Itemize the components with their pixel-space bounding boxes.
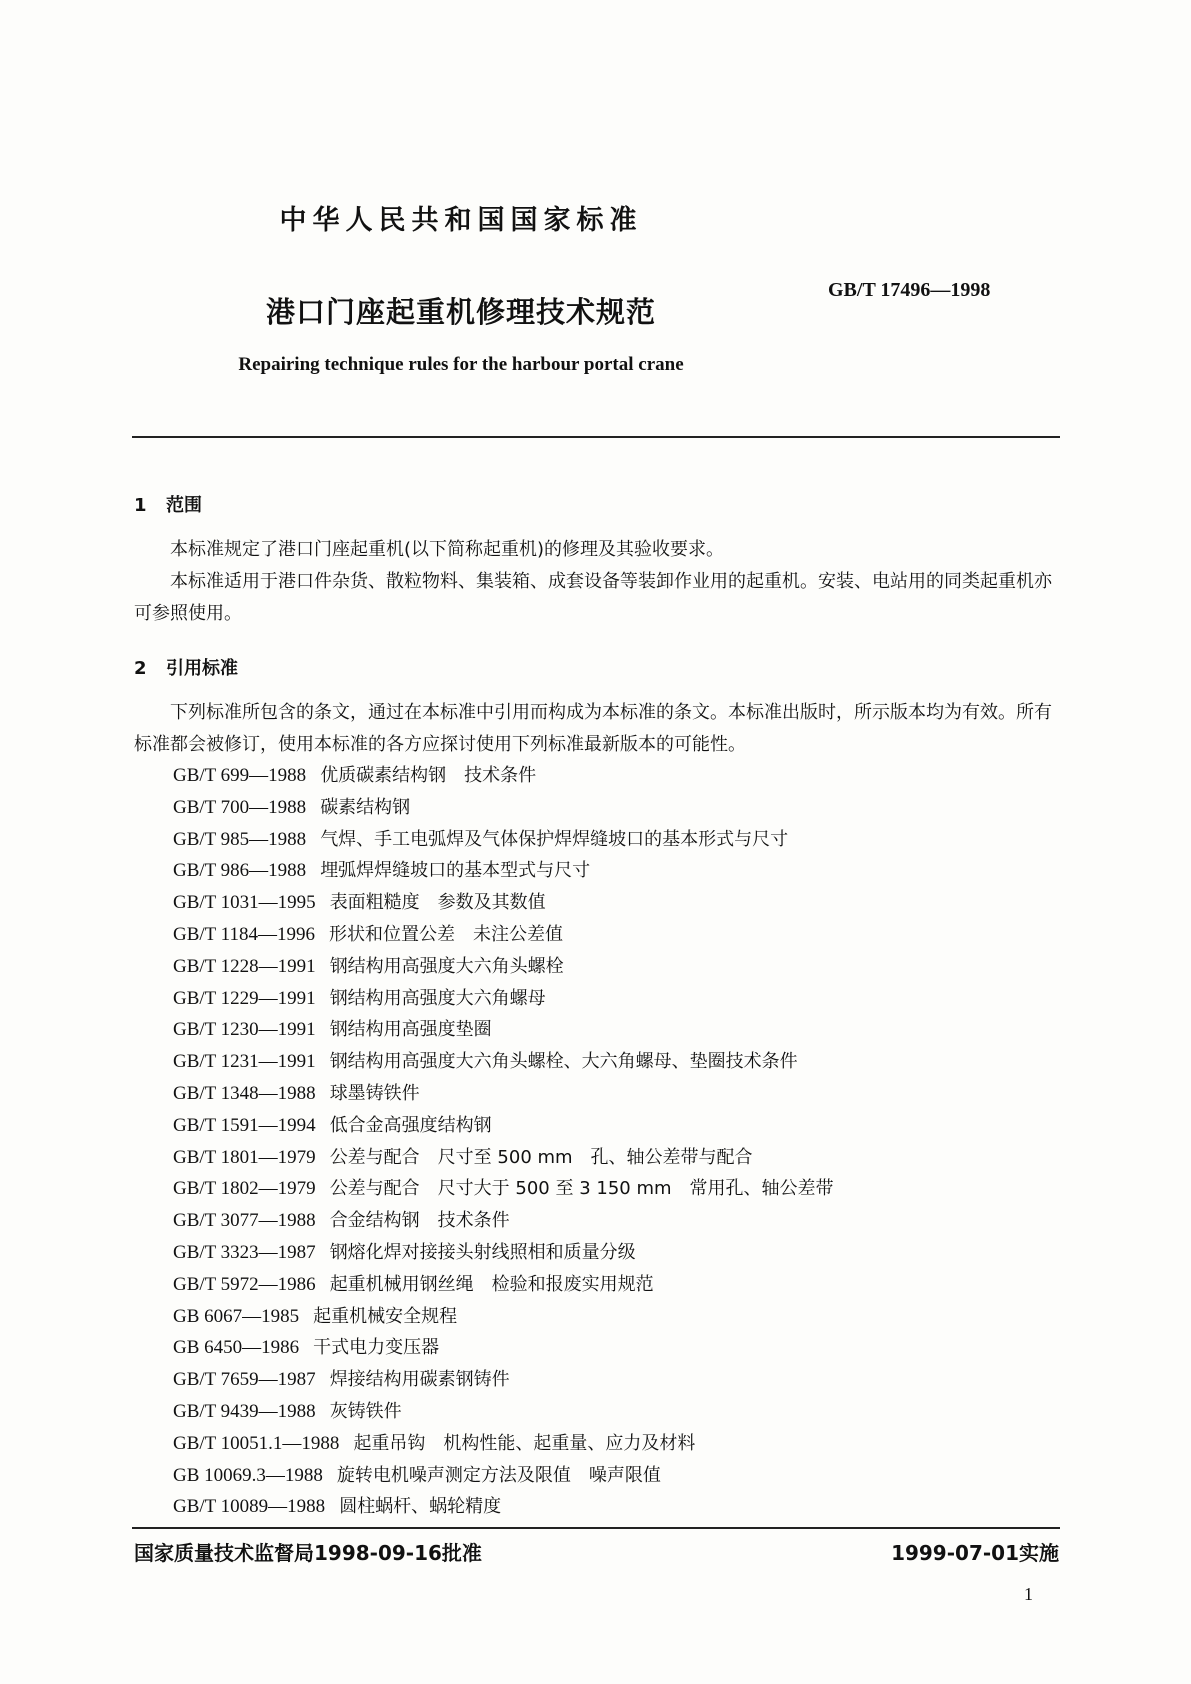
reference-title: 钢结构用高强度垫圈 bbox=[329, 1019, 492, 1041]
reference-title: 起重吊钩 机构性能、起重量、应力及材料 bbox=[353, 1432, 696, 1454]
reference-code: GB/T 10089—1988 bbox=[173, 1496, 326, 1518]
reference-title: 低合金高强度结构钢 bbox=[329, 1114, 492, 1136]
reference-code: GB/T 3323—1987 bbox=[173, 1241, 316, 1263]
reference-title: 起重机械用钢丝绳 检验和报废实用规范 bbox=[329, 1273, 654, 1295]
reference-title: 球墨铸铁件 bbox=[329, 1082, 420, 1104]
reference-code: GB/T 1229—1991 bbox=[173, 987, 316, 1009]
reference-title: 起重机械安全规程 bbox=[313, 1305, 458, 1327]
reference-item bbox=[173, 824, 834, 856]
reference-item bbox=[173, 1110, 834, 1142]
reference-title: 气焊、手工电弧焊及气体保护焊焊缝坡口的基本形式与尺寸 bbox=[320, 828, 789, 850]
reference-item bbox=[173, 1396, 834, 1428]
page-number: 1 bbox=[1024, 1584, 1033, 1604]
reference-item bbox=[173, 1142, 834, 1174]
approval-date: 国家质量技术监督局1998-09-16批准 bbox=[134, 1541, 482, 1565]
reference-item bbox=[173, 1205, 834, 1237]
reference-code: GB 10069.3—1988 bbox=[173, 1464, 323, 1486]
reference-title: 钢熔化焊对接接头射线照相和质量分级 bbox=[329, 1241, 636, 1263]
reference-title: 干式电力变压器 bbox=[313, 1337, 440, 1359]
reference-item bbox=[173, 919, 834, 951]
section-2-intro: 下列标准所包含的条文，通过在本标准中引用而构成为本标准的条文。本标准出版时，所示版本均为有效。所有标准都会被修订，使用本标准的各方应探讨使用下列标准最新版本的可能性。 bbox=[134, 702, 1052, 755]
section-2-title: 引用标准 bbox=[166, 658, 238, 679]
reference-code: GB/T 3077—1988 bbox=[173, 1210, 316, 1232]
reference-item bbox=[173, 951, 834, 983]
reference-code: GB/T 1228—1991 bbox=[173, 955, 316, 977]
reference-item bbox=[173, 1364, 834, 1396]
reference-code: GB/T 1801—1979 bbox=[173, 1146, 316, 1168]
reference-title: 碳素结构钢 bbox=[320, 796, 411, 818]
section-1-number: 1 bbox=[134, 495, 147, 516]
reference-item bbox=[173, 792, 834, 824]
reference-item bbox=[173, 1078, 834, 1110]
reference-code: GB/T 699—1988 bbox=[173, 765, 307, 786]
reference-title: 形状和位置公差 未注公差值 bbox=[328, 923, 563, 945]
section-1-paragraph-1: 本标准规定了港口门座起重机(以下简称起重机)的修理及其验收要求。 bbox=[170, 539, 725, 560]
reference-code: GB/T 1802—1979 bbox=[173, 1178, 316, 1200]
implementation-date: 1999-07-01实施 bbox=[891, 1541, 1059, 1565]
reference-title: 公差与配合 尺寸至 500 mm 孔、轴公差带与配合 bbox=[329, 1146, 753, 1168]
reference-title: 公差与配合 尺寸大于 500 至 3 150 mm 常用孔、轴公差带 bbox=[329, 1178, 834, 1200]
reference-title: 灰铸铁件 bbox=[329, 1400, 402, 1422]
section-2-heading bbox=[134, 654, 238, 680]
reference-item bbox=[173, 1491, 834, 1523]
reference-code: GB/T 5972—1986 bbox=[173, 1273, 316, 1295]
section-1-title: 范围 bbox=[166, 495, 202, 516]
reference-code: GB/T 7659—1987 bbox=[173, 1369, 316, 1391]
reference-item bbox=[173, 1269, 834, 1301]
reference-title: 焊接结构用碳素钢铸件 bbox=[329, 1369, 510, 1391]
footer-divider bbox=[132, 1527, 1060, 1529]
reference-code: GB/T 1231—1991 bbox=[173, 1051, 316, 1073]
reference-title: 钢结构用高强度大六角头螺栓、大六角螺母、垫圈技术条件 bbox=[329, 1051, 798, 1073]
reference-item bbox=[173, 1460, 834, 1492]
standard-number: GB/T 17496—1998 bbox=[828, 279, 991, 301]
reference-title: 钢结构用高强度大六角头螺栓 bbox=[329, 955, 564, 977]
reference-title: 钢结构用高强度大六角螺母 bbox=[329, 987, 546, 1009]
header-divider bbox=[132, 436, 1060, 438]
reference-item bbox=[173, 1046, 834, 1078]
reference-title: 圆柱蜗杆、蜗轮精度 bbox=[339, 1496, 502, 1518]
reference-code: GB 6067—1985 bbox=[173, 1305, 300, 1327]
reference-item bbox=[173, 1332, 834, 1364]
reference-title: 旋转电机噪声测定方法及限值 噪声限值 bbox=[336, 1464, 661, 1486]
reference-title: 合金结构钢 技术条件 bbox=[329, 1210, 510, 1232]
reference-code: GB/T 1348—1988 bbox=[173, 1082, 316, 1104]
reference-code: GB/T 1184—1996 bbox=[173, 923, 315, 945]
section-1-paragraph-2: 本标准适用于港口件杂货、散粒物料、集装箱、成套设备等装卸作业用的起重机。安装、电站用的同类起重机亦可参照使用。 bbox=[134, 571, 1052, 624]
country-standard-heading: 中华人民共和国国家标准 bbox=[279, 205, 643, 236]
reference-code: GB 6450—1986 bbox=[173, 1337, 300, 1359]
section-1-heading bbox=[134, 491, 202, 517]
reference-title: 表面粗糙度 参数及其数值 bbox=[329, 892, 546, 914]
reference-item bbox=[173, 1173, 834, 1205]
section-2-number: 2 bbox=[134, 658, 147, 679]
reference-code: GB/T 700—1988 bbox=[173, 796, 307, 818]
reference-code: GB/T 985—1988 bbox=[173, 828, 307, 850]
reference-item bbox=[173, 887, 834, 919]
reference-item bbox=[173, 1428, 834, 1460]
reference-list bbox=[173, 760, 834, 1523]
reference-item bbox=[173, 1014, 834, 1046]
reference-code: GB/T 986—1988 bbox=[173, 860, 307, 882]
reference-title: 优质碳素结构钢 技术条件 bbox=[320, 765, 537, 786]
document-title-en: Repairing technique rules for the harbour portal crane bbox=[238, 354, 684, 375]
reference-code: GB/T 1591—1994 bbox=[173, 1114, 316, 1136]
reference-item bbox=[173, 1237, 834, 1269]
reference-item bbox=[173, 760, 834, 792]
reference-item bbox=[173, 855, 834, 887]
reference-item bbox=[173, 983, 834, 1015]
reference-title: 埋弧焊焊缝坡口的基本型式与尺寸 bbox=[320, 860, 591, 882]
reference-code: GB/T 10051.1—1988 bbox=[173, 1432, 340, 1454]
reference-item bbox=[173, 1301, 834, 1333]
document-title-cn: 港口门座起重机修理技术规范 bbox=[265, 295, 656, 329]
reference-code: GB/T 1230—1991 bbox=[173, 1019, 316, 1041]
reference-code: GB/T 9439—1988 bbox=[173, 1400, 316, 1422]
reference-code: GB/T 1031—1995 bbox=[173, 892, 316, 914]
